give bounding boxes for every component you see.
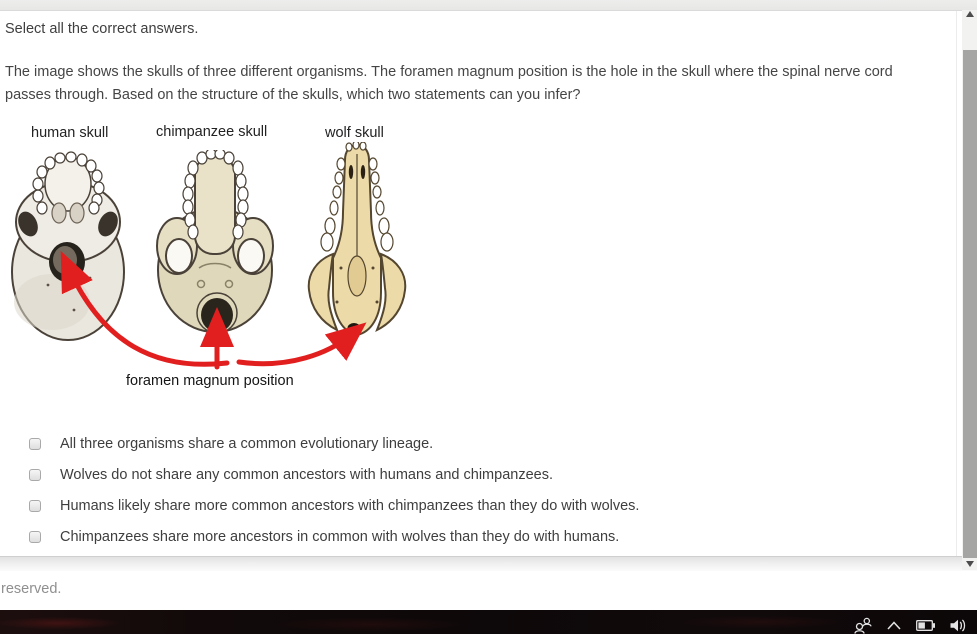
question-text: The image shows the skulls of three different organisms. The foramen magnum position is the hole in the skull where the spinal nerve cord passes through. Based on the structure of the skulls, which two statements can you infer? <box>5 64 893 103</box>
battery-icon[interactable] <box>916 620 935 631</box>
chimpanzee-skull-label: chimpanzee skull <box>156 124 268 140</box>
answer-option <box>0 428 940 459</box>
system-tray <box>854 617 967 634</box>
wolf-skull-label: wolf skull <box>325 125 384 141</box>
scrollbar-up-arrow[interactable] <box>966 11 974 17</box>
answer-option-label: Humans likely share more common ancestors with chimpanzees than they do with wolves. <box>60 497 640 514</box>
chevron-up-icon[interactable] <box>887 621 901 630</box>
chimpanzee-skull-illustration <box>155 150 275 335</box>
wolf-foramen-magnum <box>348 323 361 333</box>
answer-checkbox[interactable] <box>29 531 41 543</box>
volume-icon[interactable] <box>950 619 967 632</box>
answer-option <box>0 490 940 521</box>
horizontal-scrollbar[interactable] <box>0 556 977 571</box>
chimpanzee-foramen-magnum <box>197 293 237 333</box>
taskbar <box>0 610 977 634</box>
answer-option <box>0 459 940 490</box>
scrollbar-down-arrow[interactable] <box>966 561 974 567</box>
wolf-skull-illustration <box>303 142 411 342</box>
people-icon[interactable] <box>854 617 872 634</box>
answer-checkbox[interactable] <box>29 500 41 512</box>
human-foramen-magnum <box>49 242 85 282</box>
answer-checkbox[interactable] <box>29 469 41 481</box>
prompt-text: Select all the correct answers. <box>5 21 199 37</box>
copyright-text: reserved. <box>1 581 62 597</box>
scrollbar-thumb[interactable] <box>963 50 977 558</box>
browser-top-strip <box>0 0 977 11</box>
answer-option-label: Chimpanzees share more ancestors in common with wolves than they do with humans. <box>60 528 620 545</box>
figure-caption: foramen magnum position <box>126 373 294 389</box>
answer-checkbox[interactable] <box>29 438 41 450</box>
answer-options <box>0 428 940 552</box>
human-skull-label: human skull <box>31 125 109 141</box>
content-divider <box>956 11 957 556</box>
answer-option <box>0 521 940 552</box>
answer-option-label: Wolves do not share any common ancestors with humans and chimpanzees. <box>60 466 553 483</box>
human-skull-illustration <box>8 150 128 342</box>
answer-option-label: All three organisms share a common evolutionary lineage. <box>60 435 434 452</box>
